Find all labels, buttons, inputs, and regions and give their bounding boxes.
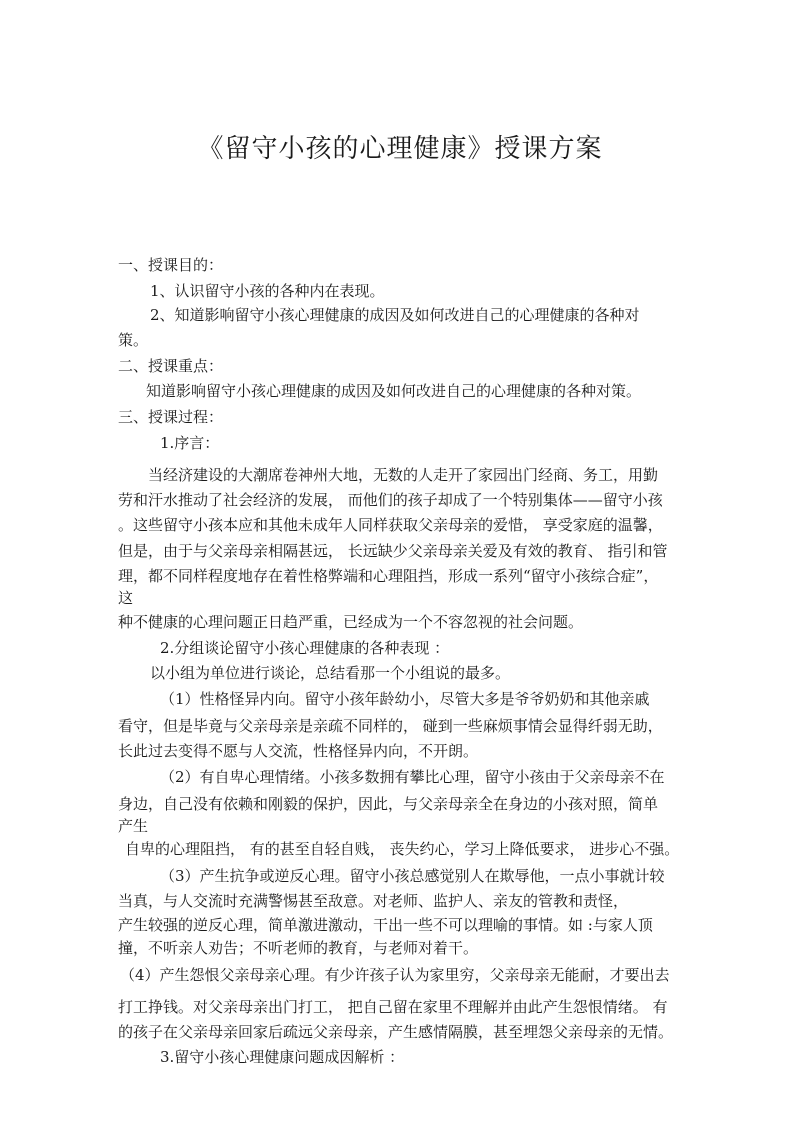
paragraph-line: 但是，由于与父亲母亲相隔甚远， 长远缺少父亲母亲关爱及有效的教育、 指引和管 <box>118 542 668 560</box>
paragraph-line: 撞，不听亲人劝告；不听老师的教育，与老师对着干。 <box>118 939 479 957</box>
paragraph-line: 以小组为单位进行谈论，总结看那一个小组说的最多。 <box>150 664 511 682</box>
paragraph-line: 产生 <box>118 817 149 835</box>
paragraph-line: （4）产生怨恨父亲母亲心理。有少许孩子认为家里穷，父亲母亲无能耐，才要出去 <box>120 966 670 984</box>
paragraph-line: 当真，与人交流时充满警惕甚至敌意。对老师、监护人、亲友的管教和责怪， <box>118 892 629 910</box>
subheading-cause-analysis: 3.留守小孩心理健康问题成因解析 ： <box>160 1048 405 1066</box>
paragraph-line: 看守，但是毕竟与父亲母亲是亲疏不同样的， 碰到一些麻烦事情会显得纤弱无助， <box>118 717 663 735</box>
section-heading-key-points: 二、授课重点： <box>118 357 224 375</box>
paragraph-line: 种不健康的心理问题正日趋严重，已经成为一个不容忽视的社会问题。 <box>118 613 584 631</box>
document-title: 《留守小孩的心理健康》授课方案 <box>197 134 603 164</box>
paragraph-line: 。这些留守小孩本应和其他未成年人同样获取父亲母亲的爱惜， 享受家庭的温馨， <box>118 516 663 534</box>
section-heading-process: 三、授课过程： <box>118 408 224 426</box>
paragraph-line: （1）性格怪异内向。留守小孩年龄幼小，尽管大多是爷爷奶奶和其他亲戚 <box>160 690 650 708</box>
paragraph-line: 打工挣钱。对父亲母亲出门打工， 把自己留在家里不理解并由此产生怨恨情绪。 有 <box>118 998 668 1016</box>
paragraph-line: （3）产生抗争或逆反心理。留守小孩总感觉别人在欺辱他，一点小事就计较 <box>160 867 665 885</box>
paragraph-line: 自卑的心理阻挡， 有的甚至自轻自贱， 丧失约心，学习上降低要求， 进步心不强。 <box>125 840 680 858</box>
paragraph-line: 产生较强的逆反心理，简单激进激动，干出一些不可以理喻的事情。如 :与家人顶 <box>118 916 653 934</box>
key-points-text: 知道影响留守小孩心理健康的成因及如何改进自己的心理健康的各种对策。 <box>146 382 642 400</box>
paragraph-line: 当经济建设的大潮席卷神州大地，无数的人走开了家园出门经商、务工，用勤 <box>148 466 659 484</box>
paragraph-line: 劳和汗水推动了社会经济的发展， 而他们的孩子却成了一个特别集体——留守小孩 <box>118 491 663 509</box>
paragraph-line: 身边，自己没有依赖和刚毅的保护，因此，与父亲母亲全在身边的小孩对照，简单 <box>118 795 659 813</box>
paragraph-line: 长此过去变得不愿与人交流，性格怪异内向，不开朗。 <box>118 742 479 760</box>
paragraph-line: （2）有自卑心理情绪。小孩多数拥有攀比心理，留守小孩由于父亲母亲不在 <box>160 768 665 786</box>
paragraph-line: 理，都不同样程度地存在着性格弊端和心理阻挡，形成一系列“留守小孩综合症”， <box>118 567 659 585</box>
paragraph-line: 这 <box>118 589 134 607</box>
objective-item-1: 1、认识留守小孩的各种内在表现。 <box>150 282 385 300</box>
objective-item-2: 2、知道影响留守小孩心理健康的成因及如何改进自己的心理健康的各种对 <box>150 306 640 324</box>
subheading-discussion: 2.分组谈论留守小孩心理健康的各种表现 ： <box>160 639 450 657</box>
paragraph-line: 的孩子在父亲母亲回家后疏远父亲母亲，产生感情隔膜，甚至埋怨父亲母亲的无情。 <box>118 1023 674 1041</box>
subheading-preface: 1.序言： <box>160 434 220 452</box>
section-heading-objectives: 一、授课目的： <box>118 256 224 274</box>
objective-item-2-cont: 策。 <box>118 331 149 349</box>
